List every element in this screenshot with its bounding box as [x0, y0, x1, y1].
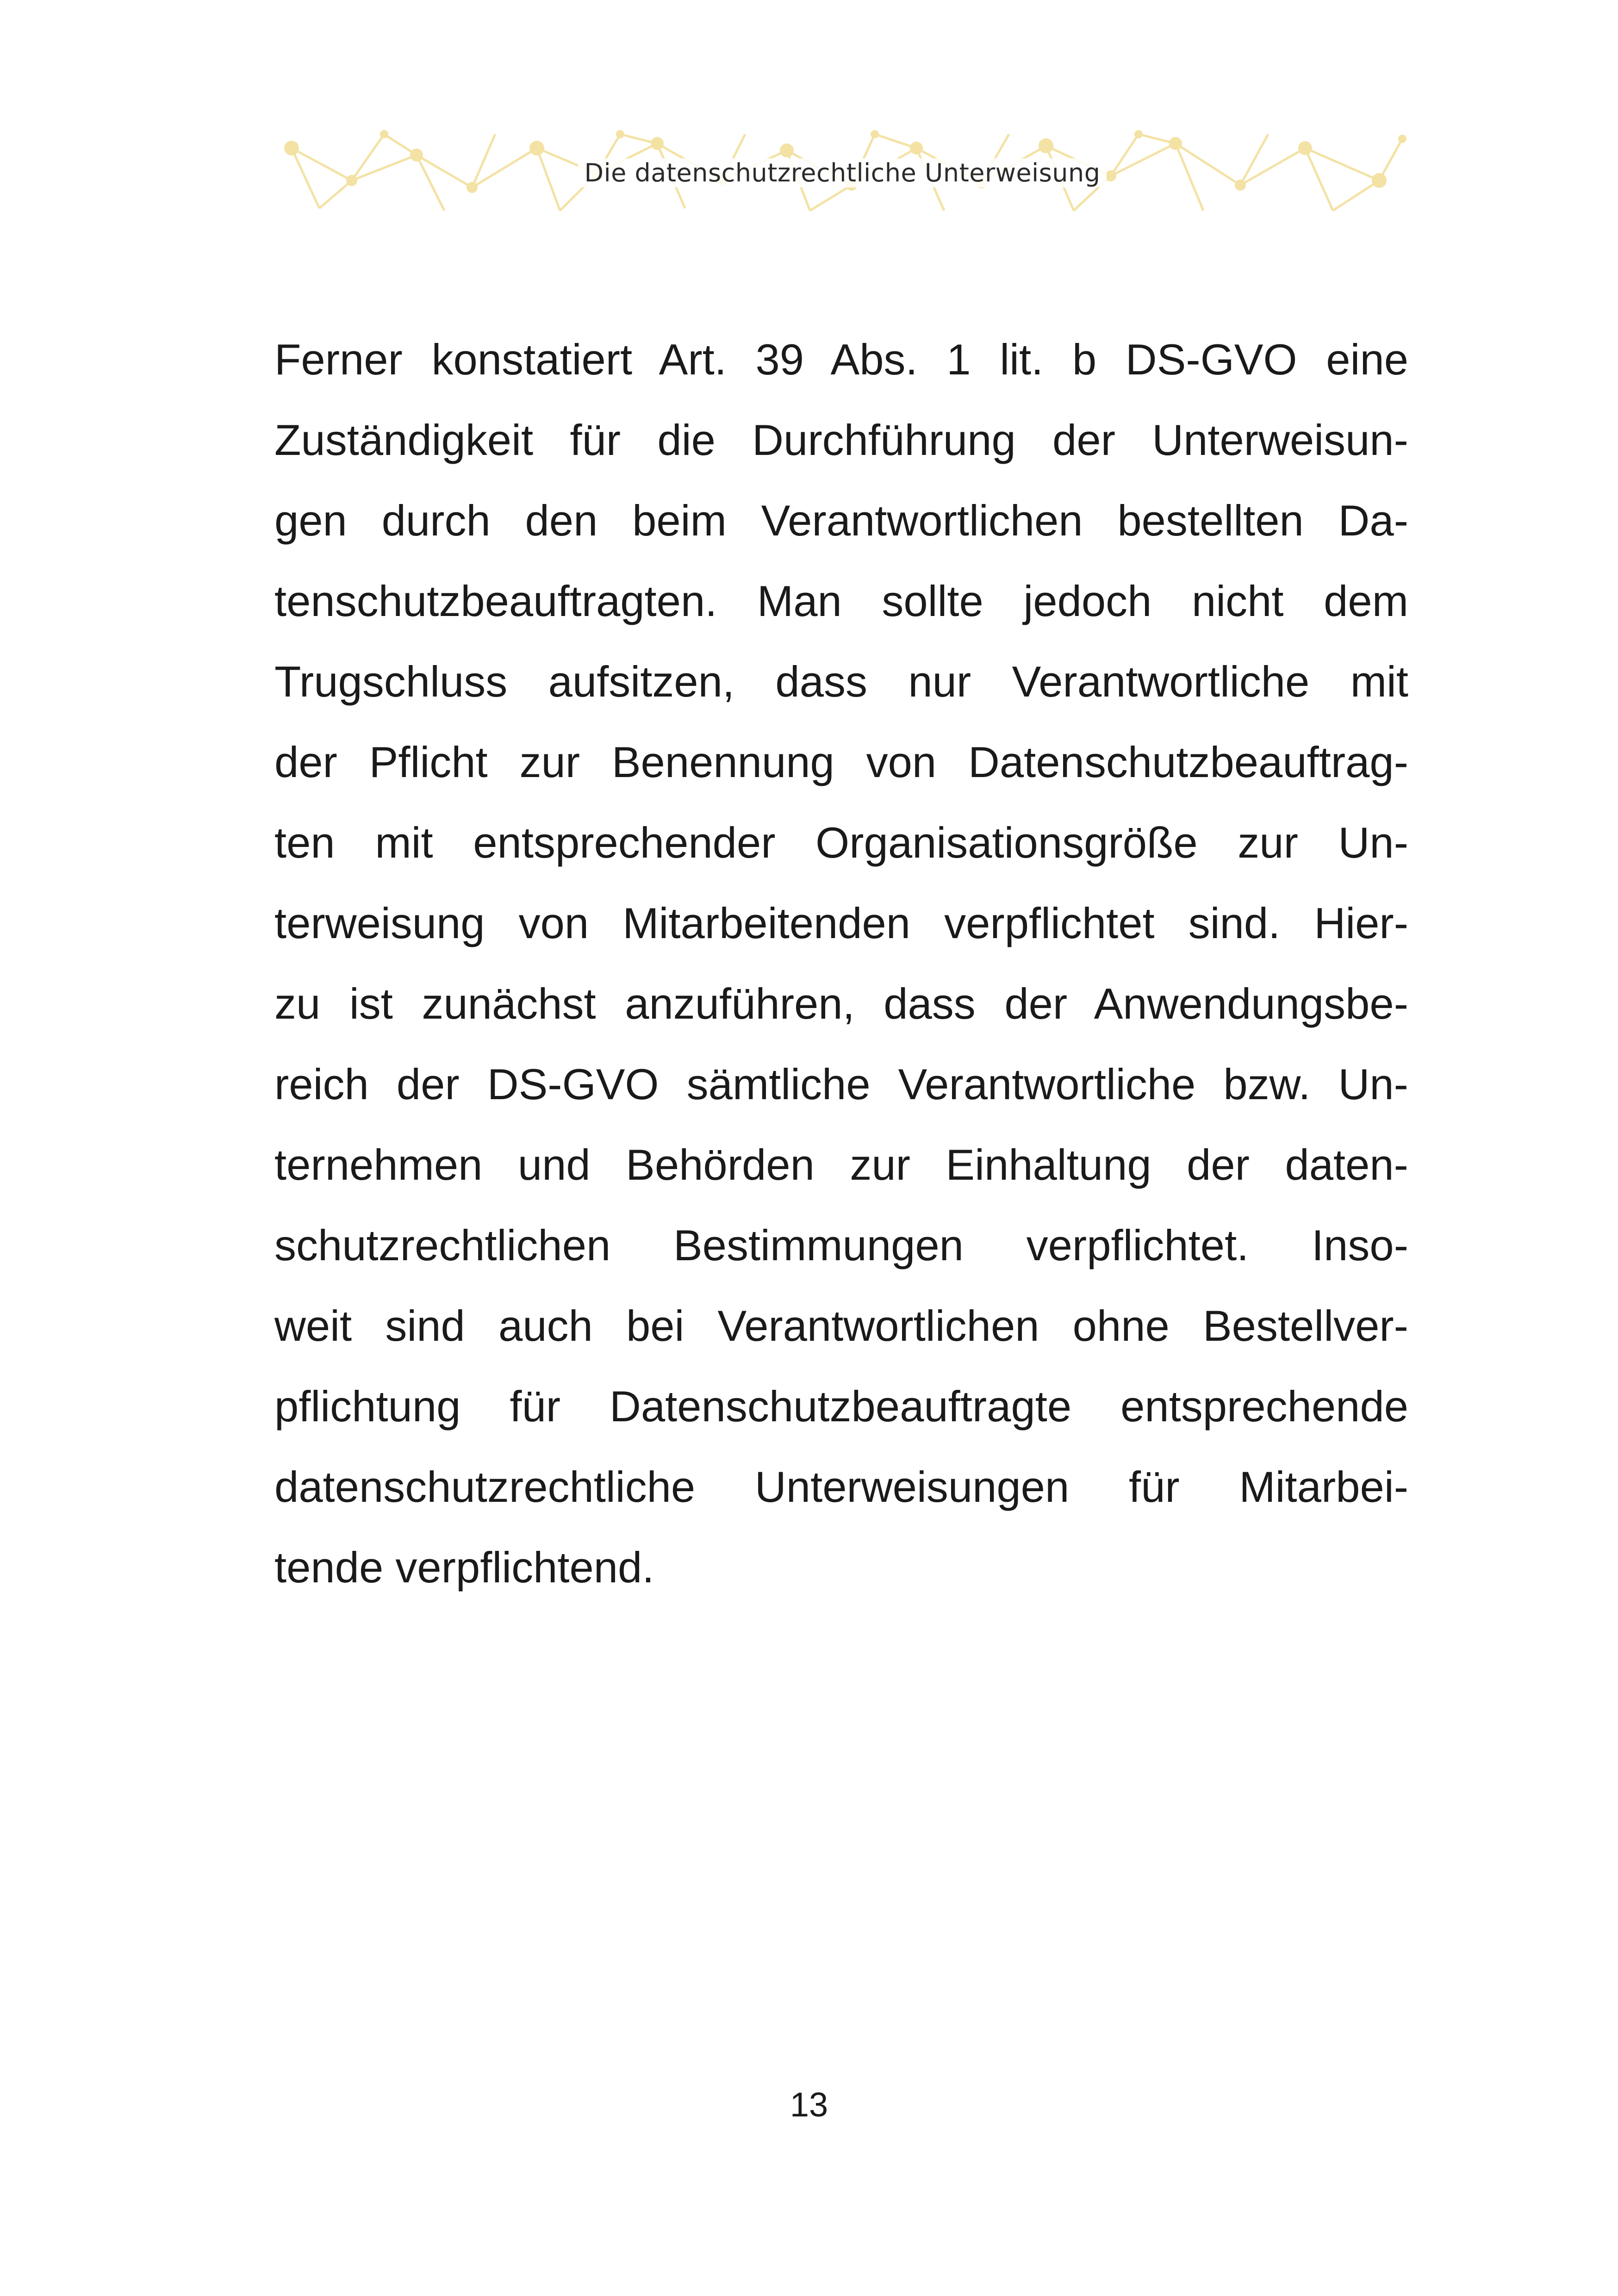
running-header-title: Die datenschutzrechtliche Unterweisung [578, 158, 1107, 187]
text-line: Trugschluss aufsitzen, dass nur Verantwortliche mit [274, 657, 1408, 706]
text-line: gen durch den beim Verantwortlichen bestellten Da- [274, 496, 1408, 545]
text-line: schutzrechtlichen Bestimmungen verpflichtet. Inso- [274, 1221, 1408, 1269]
page-number: 13 [790, 2085, 828, 2124]
text-line: tenschutzbeauftragten. Man sollte jedoch nicht dem [274, 577, 1408, 625]
text-line: Ferner konstatiert Art. 39 Abs. 1 lit. b DS-GVO eine [274, 335, 1408, 384]
page-header [278, 130, 1407, 218]
text-line: weit sind auch bei Verantwortlichen ohne Bestellver- [274, 1301, 1408, 1350]
text-line: der Pflicht zur Benennung von Datenschutzbeauftrag- [274, 738, 1408, 786]
text-line: ternehmen und Behörden zur Einhaltung der daten- [274, 1140, 1408, 1189]
text-line: zu ist zunächst anzuführen, dass der Anwendungsbe- [274, 979, 1408, 1028]
text-line: ten mit entsprechender Organisationsgröße zur Un- [274, 818, 1408, 867]
text-line: pflichtung für Datenschutzbeauftragte entsprechende [274, 1382, 1408, 1431]
text-line: datenschutzrechtliche Unterweisungen für Mitarbei- [274, 1462, 1408, 1511]
text-line: tende verpflichtend. [274, 1543, 654, 1592]
text-line: reich der DS-GVO sämtliche Verantwortliche bzw. Un- [274, 1060, 1408, 1108]
text-line: terweisung von Mitarbeitenden verpflichtet sind. Hier- [274, 899, 1408, 947]
text-line: Zuständigkeit für die Durchführung der Unterweisun- [274, 416, 1408, 464]
body-paragraph [274, 319, 1408, 1608]
